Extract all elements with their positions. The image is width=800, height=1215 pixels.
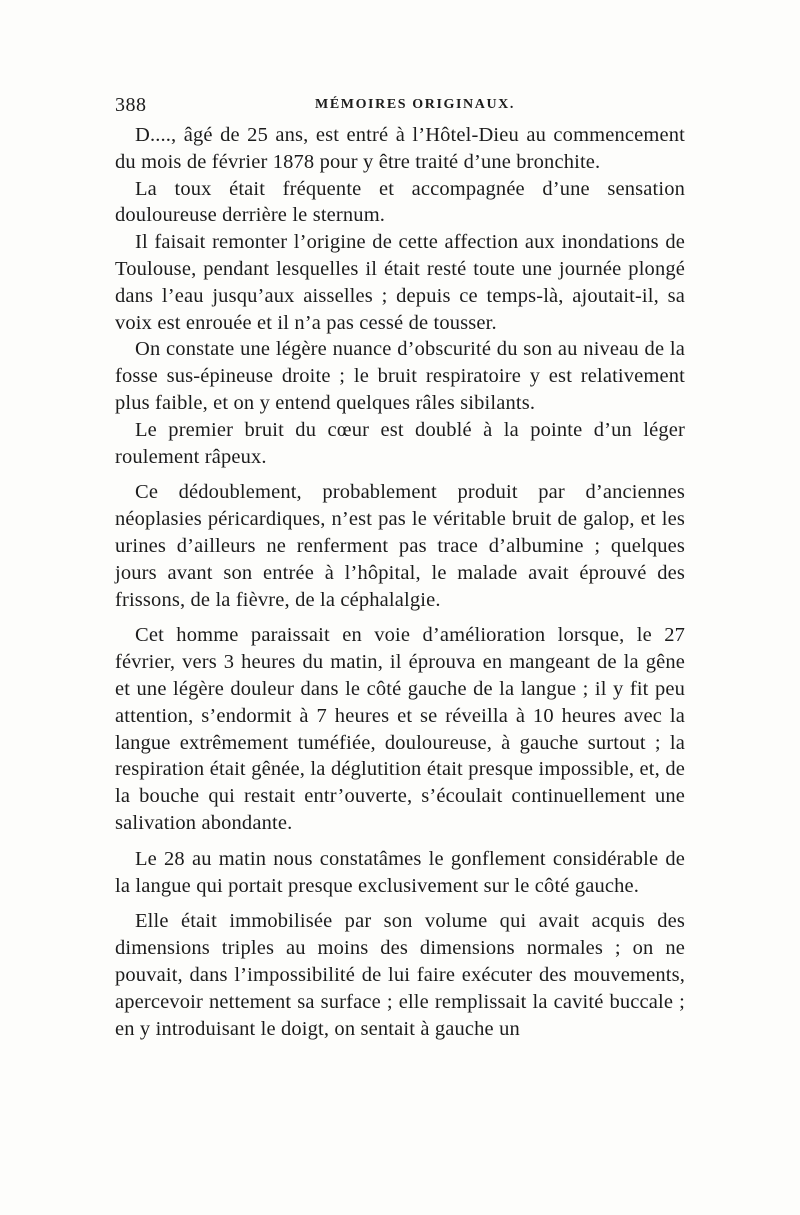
running-head: MÉMOIRES ORIGINAUX. [315,97,515,112]
paragraph-2: La toux était fréquente et accompagnée d’une sensation douloureuse derrière le sternum. [115,177,685,227]
paragraph-5: Le premier bruit du cœur est doublé à la pointe d’un léger roulement râpeux. [115,418,685,468]
paragraph-8: Le 28 au matin nous constatâmes le gonflement considérable de la langue qui portait presque exclusivement sur le côté gauche. [115,847,685,897]
paragraph-7: Cet homme paraissait en voie d’amélioration lorsque, le 27 février, vers 3 heures du matin, il éprouva en mangeant de la gêne et une légère douleur dans le côté gauche de la langue ; il y fit peu attention, s’endormit à 7 heures et se réveilla à 10 heures avec la langue extrêmement tuméfiée, douloureuse, à gauche surtout ; la respiration était gênée, la déglutition était presque impossible, et, de la bouche qui restait entr’ouverte, s’écoulait continuellement une salivation abondante. [115,624,685,834]
paragraph-1: D...., âgé de 25 ans, est entré à l’Hôtel-Dieu au commencement du mois de février 1878 pour y être traité d’une bronchite. [115,124,685,173]
page-header [115,94,685,118]
body-text [115,122,685,1042]
paragraph-6: Ce dédoublement, probablement produit par d’anciennes néoplasies péricardiques, n’est pas le véritable bruit de galop, et les urines d’ailleurs ne renferment pas trace d’albumine ; quelques jours avant son entrée à l’hôpital, le malade avait éprouvé des frissons, de la fièvre, de la céphalalgie. [115,481,685,611]
paragraph-9: Elle était immobilisée par son volume qui avait acquis des dimensions triples au moins des dimensions normales ; on ne pouvait, dans l’impossibilité de lui faire exécuter des mouvements, apercevoir nettement sa surface ; elle remplissait la cavité buccale ; en y introduisant le doigt, on sentait à gauche un [115,910,685,1040]
page-number: 388 [115,94,147,116]
paragraph-3: Il faisait remonter l’origine de cette affection aux inondations de Toulouse, pendant lesquelles il était resté toute une journée plongé dans l’eau jusqu’aux aisselles ; depuis ce temps-là, ajoutait-il, sa voix est enrouée et il n’a pas cessé de tousser. [115,231,685,334]
paragraph-4: On constate une légère nuance d’obscurité du son au niveau de la fosse sus-épineuse droite ; le bruit respiratoire y est relativement plus faible, et on y entend quelques râles sibilants. [115,338,685,414]
